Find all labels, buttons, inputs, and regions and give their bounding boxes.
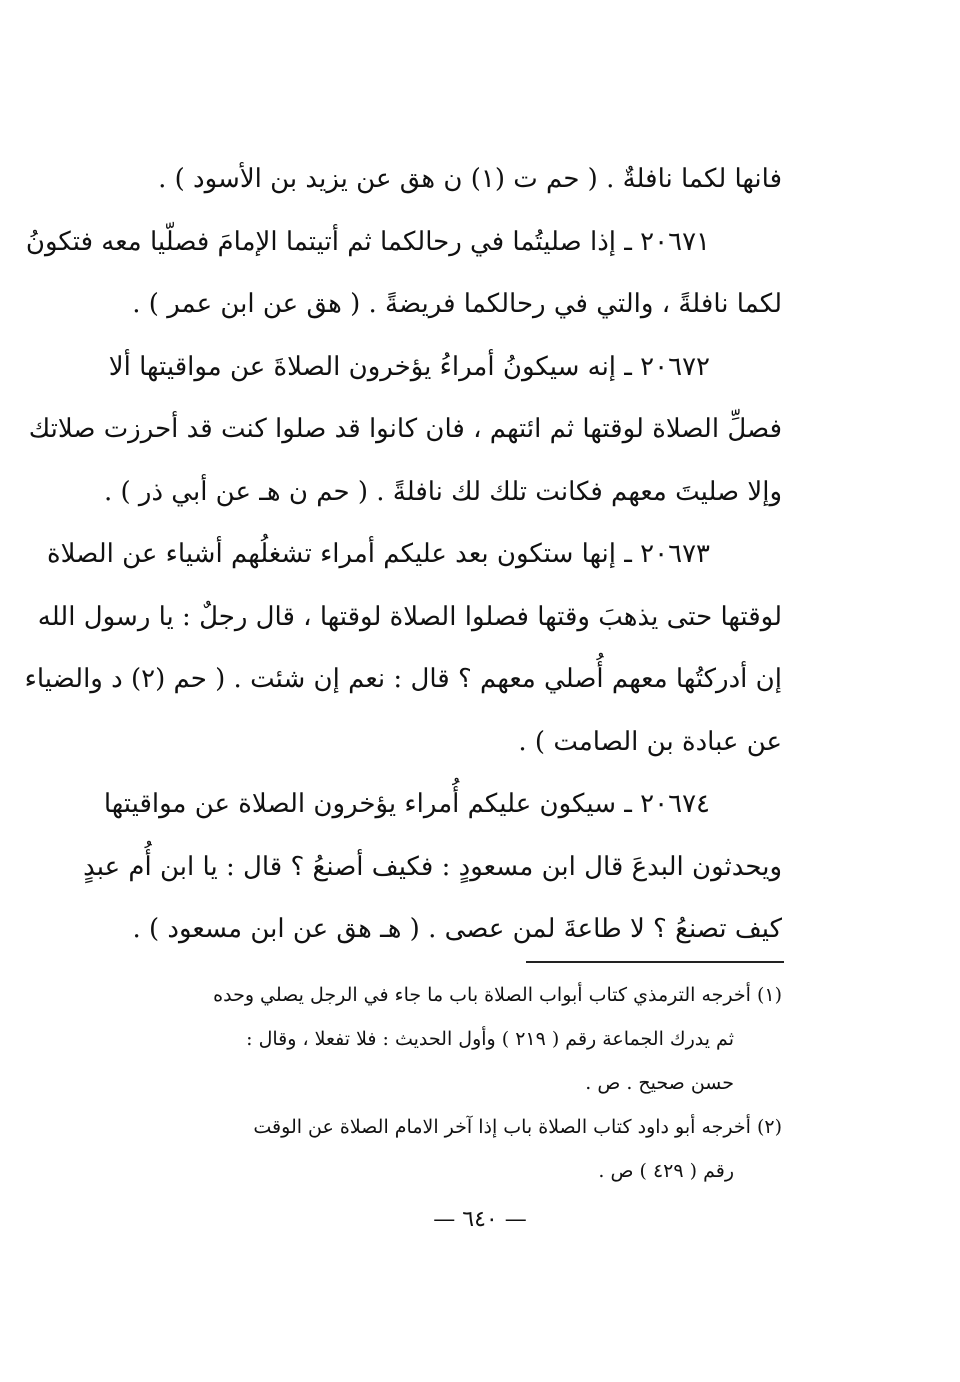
text-line: ويحدثون البدعَ قال ابن مسعودٍ : فكيف أصنعُ ؟ قال : يا ابن أُم عبدٍ: [83, 851, 782, 882]
text-line: عن عبادة بن الصامت ) .: [518, 726, 782, 757]
page-number: — ٦٤٠ —: [433, 1207, 527, 1232]
text-line: كيف تصنعُ ؟ لا طاعةَ لمن عصى . ( هـ هق عن ابن مسعود ) .: [132, 914, 782, 944]
footnote-line: رقم ( ٤٢٩ ) ص .: [598, 1160, 734, 1182]
footnote-line: ثم يدرك الجماعة رقم ( ٢١٩ ) وأول الحديث : فلا تفعلا ، وقال :: [246, 1028, 734, 1050]
footnote-2-line: (٢) أخرجه أبو داود كتاب الصلاة باب إذا آخر الامام الصلاة عن الوقت: [253, 1116, 782, 1138]
footnote-line: حسن صحيح . ص .: [585, 1072, 734, 1094]
footnotes: [82, 973, 782, 1193]
text-line: فانها لكما نافلةٌ . ( حم ت (١) ن هق عن يزيد بن الأسود ) .: [158, 164, 782, 194]
hadith-text: [24, 148, 782, 961]
text-line: إن أدركتُها معهم أُصلي معهم ؟ قال : نعم إن شئت . ( حم (٢) د والضياء: [24, 664, 782, 694]
text-line: لوقتها حتى يذهبَ وقتها فصلوا الصلاة لوقتها ، قال رجلٌ : يا رسول الله: [37, 601, 782, 632]
hadith-20674-line: ٢٠٦٧٤ ـ سيكون عليكم أُمراء يؤخرون الصلاة عن مواقيتها: [103, 789, 710, 819]
text-line: فصلِّ الصلاة لوقتها ثم ائتهم ، فان كانوا قد صلوا كنت قد أحرزت صلاتك: [28, 414, 782, 444]
text-line: وإلا صليتَ معهم فكانت تلك لك نافلةً . ( حم ن هـ عن أبي ذر ) .: [103, 476, 782, 507]
hadith-20671-line: ٢٠٦٧١ ـ إذا صليتُما في رحالكما ثم أتيتما الإمامَ فصلّيا معه فتكونُ: [25, 226, 710, 257]
footnote-divider: [526, 961, 784, 963]
text-line: لكما نافلةً ، والتي في رحالكما فريضةً . ( هق عن ابن عمر ) .: [132, 289, 782, 319]
hadith-20672-line: ٢٠٦٧٢ ـ إنه سيكونُ أمراءُ يؤخرون الصلاةَ عن مواقيتها ألا: [108, 351, 710, 382]
hadith-20673-line: ٢٠٦٧٣ ـ إنها ستكون بعد عليكم أمراء تشغلُهم أشياء عن الصلاة: [47, 539, 710, 569]
footnote-1-line: (١) أخرجه الترمذي كتاب أبواب الصلاة باب ما جاء في الرجل يصلي وحده: [213, 984, 782, 1006]
